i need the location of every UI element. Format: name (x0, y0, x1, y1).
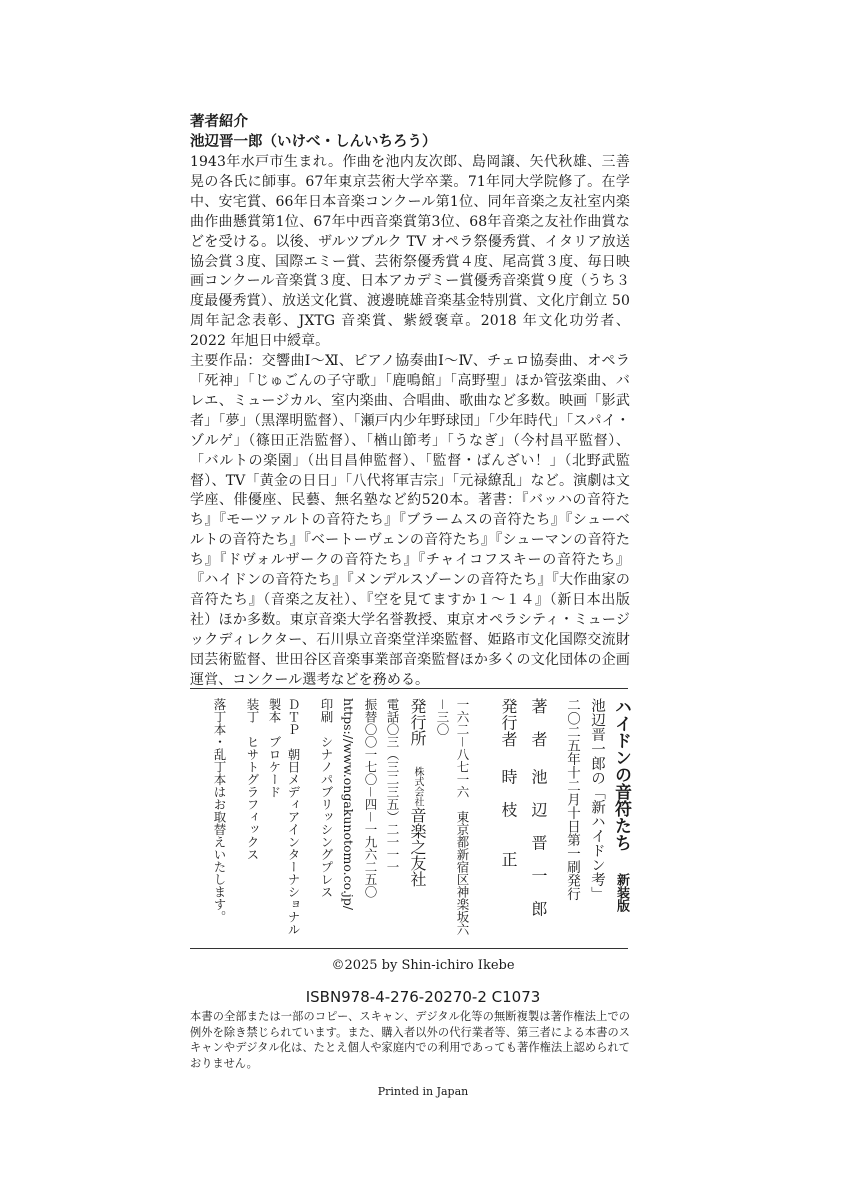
firm-label: 発行所 (408, 698, 427, 746)
printing-name: シナノパブリッシングプレス (319, 735, 334, 898)
author-bio (190, 112, 630, 690)
transfer-account: 振替〇〇一七〇－四－一九六二五〇 (363, 698, 378, 899)
publisher-url[interactable]: https://www.ongakunotomo.co.jp/ (341, 698, 356, 911)
author-works: 主要作品：交響曲Ⅰ～Ⅺ、ピアノ協奏曲Ⅰ～Ⅳ、チェロ協奏曲、オペラ「死神」「じゅごんの子守歌」「鹿鳴館」「高野聖」ほか管弦楽曲、バレエ、ミュージカル、室内楽曲、合唱曲、歌曲など多数。映画「影武者」「夢」（黒澤明監督）、「瀬戸内少年野球団」「少年時代」「スパイ・ゾルゲ」（篠田正浩監督）、「楢山節考」「うなぎ」（今村昌平監督）、「バルトの楽園」（出目昌伸監督）、「監督・ばんざい！」（北野武監督）、TV「黄金の日日」「八代将軍吉宗」「元禄繚乱」など。演劇は文学座、俳優座、民藝、無名塾など約520本。著書：『バッハの音符たち』『モーツァルトの音符たち』『ブラームスの音符たち』『シューベルトの音符たち』『ベートーヴェンの音符たち』『シューマンの音符たち』『ドヴォルザークの音符たち』『チャイコフスキーの音符たち』『ハイドンの音符たち』『メンデルスゾーンの音符たち』『大作曲家の音符たち』（音楽之友社）、『空を見てますか１～１４』（新日本出版社）ほか多数。東京音楽大学名誉教授、東京オペラシティ・ミュージックディレクター、石川県立音楽堂洋楽監督、姫路市文化国際交流財団芸術監督、世田谷区音楽事業部音楽監督ほか多くの文化団体の企画運営、コンクール選考などを務める。 (190, 353, 630, 688)
printing-label: 印刷 (319, 698, 334, 723)
phone-number: 電話〇三（三二三五）二一一一 (385, 698, 400, 873)
dtp-label: ＤＴＰ (286, 698, 301, 736)
replacement-notice: 落丁本・乱丁本はお取替えいたします。 (212, 698, 227, 923)
legal-notice: 本書の全部または一部のコピー、スキャン、デジタル化等の無断複製は著作権法上での例外を除き禁じられています。また、購入者以外の代行業者等、第三者による本書のスキャンやデジタル化は、たとえ個人や家庭内での利用であっても著作権法上認められておりません。 (190, 1010, 630, 1070)
colophon-title-line (610, 698, 632, 942)
design-name: ヒサトグラフィックス (245, 735, 260, 861)
publisher-address: 一六二－八七一六 東京都新宿区神楽坂六－三〇 (435, 698, 470, 936)
colophon-bottom-rule (190, 948, 628, 949)
author-colophon-name: 池 辺 晋 一 郎 (529, 768, 548, 917)
bio-heading: 著者紹介 (190, 114, 248, 130)
binding-label: 製本 (267, 698, 282, 723)
isbn: ISBN978-4-276-20270-2 C1073 (305, 988, 541, 1006)
publisher-name: 時 枝 正 (499, 768, 518, 868)
author-line (526, 698, 550, 942)
firm-line (406, 698, 428, 942)
design-credit (243, 698, 262, 942)
edition-label: 新装版 (614, 873, 629, 913)
firm-name: 音楽之友社 (408, 806, 427, 887)
firm-kind: 株式会社 (412, 766, 423, 807)
design-label: 装丁 (245, 698, 260, 723)
colophon-top-rule (190, 688, 628, 689)
dtp-name: 朝日メディアインターナショナル (286, 748, 301, 936)
copyright-notice: ©2025 by Shin-ichiro Ikebe (331, 958, 515, 973)
publisher-label: 発行者 (499, 698, 518, 748)
printing-credit (317, 698, 336, 942)
dtp-binding-credit (265, 698, 303, 942)
book-subtitle: 池辺晋一郎の「新ハイドン考」 (589, 698, 605, 901)
author-label: 著 者 (529, 698, 548, 748)
publication-date: 二〇二五年十二月十日第一刷発行 (564, 698, 580, 901)
printed-in-japan: Printed in Japan (377, 1085, 469, 1098)
author-career: 1943年水戸市生まれ。作曲を池内友次郎、島岡譲、矢代秋雄、三善晃の各氏に師事。67年東京芸術大学卒業。71年同大学院修了。在学中、安宅賞、66年日本音楽コンクール第1位、同年音楽之友社室内楽曲作曲懸賞第1位、67年中西音楽賞第3位、68年音楽之友社作曲賞などを受ける。以後、ザルツブルク TV オペラ祭優秀賞、イタリア放送協会賞３度、国際エミー賞、芸術祭優秀賞４度、尾高賞３度、毎日映画コンクール音楽賞３度、日本アカデミー賞優秀音楽賞９度（うち３度最優秀賞）、放送文化賞、渡邊暁雄音楽基金特別賞、文化庁創立 50 周年記念表彰、JXTG 音楽賞、紫綬褒章。2018 年文化功労者、2022 年旭日中綬章。 (190, 154, 630, 350)
publisher-line (496, 698, 520, 942)
author-name: 池辺晋一郎（いけべ・しんいちろう） (190, 134, 437, 150)
colophon (186, 698, 632, 942)
book-title: ハイドンの音符たち (611, 698, 631, 851)
binding-name: ブロケード (267, 735, 282, 798)
